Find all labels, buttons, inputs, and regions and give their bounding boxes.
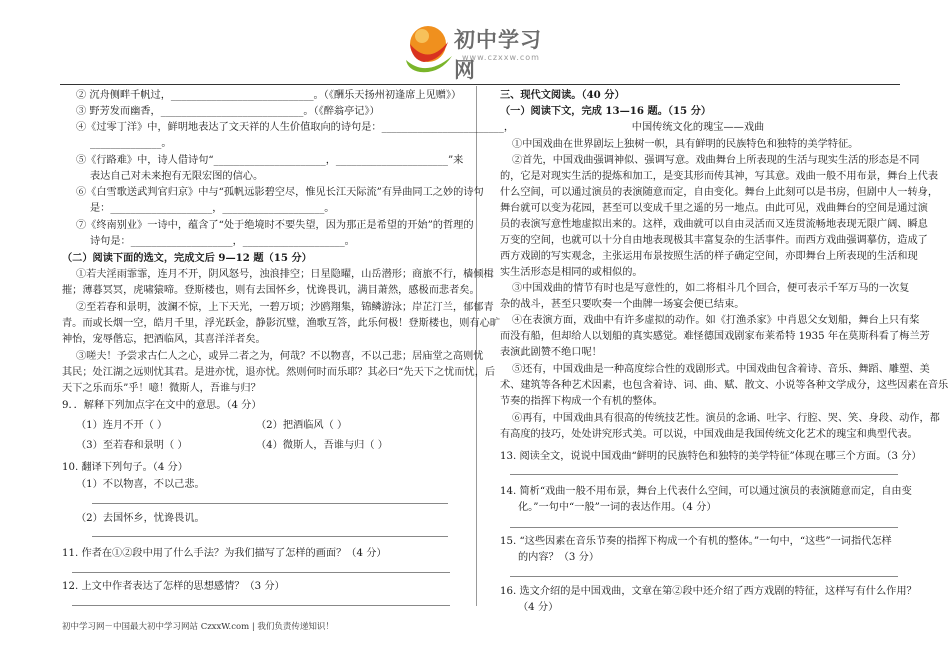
article-title: 中国传统文化的瑰宝——戏曲 xyxy=(631,122,765,133)
fill-blank-4-cont: ______________。 xyxy=(90,138,172,149)
question-10-item1: （1）不以物喜，不以己悲。 xyxy=(76,479,205,490)
fill-blank-5: ⑤《行路难》中，诗人借诗句“______________________，______________________”来 xyxy=(76,155,464,166)
article-line: ⑤还有，中国戏曲是一种高度综合性的戏剧形式。中国戏曲包含着诗、音乐、舞蹈、雕塑、美 xyxy=(512,364,930,375)
article-line: 有高度的技巧，处处讲究形式美。可以说，中国戏曲是我国传统文化艺术的瑰宝和典型代表。 xyxy=(500,429,918,440)
question-15-line2: 的内容？（3 分） xyxy=(518,552,600,563)
article-line: ③中国戏曲的情节有时也是写意性的，如二将相斗几个回合，便可表示千军万马的一次复 xyxy=(512,283,910,294)
passage-para3-line2: 其民；处江湖之远则忧其君。是进亦忧，退亦忧。然则何时而乐耶？其必曰“先天下之忧而忧，后 xyxy=(62,367,496,378)
article-line: 表演此剧赞不绝口呢！ xyxy=(500,347,602,358)
article-line: 舞台就可以变为花园，甚至可以变成千里之遥的另一地点。由此可见，戏曲舞台的空间是通过演 xyxy=(500,203,928,214)
article-line: ⑥再有，中国戏曲具有很高的传统技艺性。演员的念诵、吐字、行腔、哭、笑、身段、动作，都 xyxy=(512,413,940,424)
article-line: 的，它是对现实生活的提炼和加工，是变其形而传其神，写其意。戏曲一般不用布景，舞台上代表 xyxy=(500,171,939,182)
question-10: 10. 翻译下列句子。（4 分） xyxy=(62,462,188,473)
fill-blank-2: ② 沉舟侧畔千帆过，____________________________。（《酬乐天扬州初逢席上见赠》） xyxy=(76,90,462,101)
article-line: 万变的空间，也就可以十分自由地表现极其丰富复杂的生活事件。而西方戏曲强调摹仿，造成了 xyxy=(500,235,928,246)
article-line: 而没有船，但却给人以划船的真实感觉。难怪德国戏剧家布莱希特 1935 年在莫斯科看了梅兰芳 xyxy=(500,331,930,342)
answer-line xyxy=(92,503,448,504)
passage-para2-line1: ②至若春和景明，波澜不惊，上下天光，一碧万顷；沙鸥翔集，锦鳞游泳；岸芷汀兰，郁郁青 xyxy=(76,302,494,313)
subsection1-heading: （一）阅读下文，完成 13—16 题。（15 分） xyxy=(500,105,712,117)
question-15-line1: 15. “这些因素在音乐节奏的指挥下构成一个有机的整体。”一句中，“这些”一词指代怎样 xyxy=(500,536,892,547)
column-divider xyxy=(476,86,477,606)
article-line: 什么空间，可以通过演员的表演随意而定，自由变化。舞台上此刻可以是书房，但剧中人一转身， xyxy=(500,187,939,198)
answer-line xyxy=(72,572,450,573)
fill-blank-7: ⑦《终南别业》一诗中，蕴含了“处于绝境时不要失望，因为那正是希望的开始”的哲理的 xyxy=(76,220,474,231)
logo-url: www.czxxw.com xyxy=(462,53,540,62)
question-9: 9．．解释下列加点字在文中的意思。（4 分） xyxy=(62,400,262,411)
answer-line xyxy=(72,605,450,606)
article-line: ②首先，中国戏曲强调神似、强调写意。戏曲舞台上所表现的生活与现实生活的形态是不同 xyxy=(512,155,920,166)
article-line: 员的表演写意性地虚拟出来的。这样，戏曲就可以自由灵活而又连贯流畅地表现无限广阔、瞬息 xyxy=(500,219,928,230)
question-10-item2: （2）去国怀乡，忧谗畏讥。 xyxy=(76,513,205,524)
article-line: 节奏的指挥下构成一个有机的整体。 xyxy=(500,396,663,407)
question-9-item4: （4）微斯人，吾谁与归（ ） xyxy=(256,440,388,451)
answer-line xyxy=(92,536,448,537)
passage-para3-line3: 天下之乐而乐”乎！噫！微斯人，吾谁与归？ xyxy=(62,383,261,394)
question-14-line2: 化。”一句中“一般”一词的表达作用。（4 分） xyxy=(518,502,717,513)
fill-blank-5-cont: 表达自己对未来抱有无限宏图的信心。 xyxy=(90,171,264,182)
fill-blank-4: ④《过零丁洋》中，鲜明地表达了文天祥的人生价值取向的诗句是：________________________， xyxy=(76,122,515,133)
footer-text: 初中学习网－中国最大初中学习网站 CzxxW.com | 我们负责传递知识！ xyxy=(62,622,334,632)
article-line: ④在表演方面，戏曲中有许多虚拟的动作。如《打渔杀家》中肖恩父女划船，舞台上只有桨 xyxy=(512,315,920,326)
article-line: 西方戏剧的写实观念，主张运用布景按照生活的样子确定空间，亦即舞台上所表现的生活和现 xyxy=(500,251,918,262)
answer-line xyxy=(510,527,898,528)
question-13: 13. 阅读全文，说说中国戏曲“鲜明的民族特色和独特的美学特征”体现在哪三个方面。（3 分） xyxy=(500,451,922,462)
section3-heading: 三、现代文阅读。（40 分） xyxy=(500,89,625,101)
article-line: 术、建筑等各种艺术因素，也包含着诗、词、曲、赋、散文、小说等各种文学成分，这些因素在音乐 xyxy=(500,380,949,391)
passage-para1-line2: 摧；薄暮冥冥，虎啸猿啼。登斯楼也，则有去国怀乡，忧谗畏讥，满目萧然，感极而悲者矣。 xyxy=(62,285,480,296)
passage-para1-line1: ①若夫淫雨霏霏，连月不开，阴风怒号，浊浪排空；日星隐曜，山岳潜形；商旅不行，樯倾楫 xyxy=(76,269,494,280)
fill-blank-6: ⑥《白雪歌送武判官归京》中与“孤帆远影碧空尽，惟见长江天际流”有异曲同工之妙的诗句 xyxy=(76,187,484,198)
logo-emblem-icon xyxy=(402,20,456,78)
question-16-line1: 16. 选文介绍的是中国戏曲，文章在第②段中还介绍了西方戏剧的特征，这样写有什么作用？ xyxy=(500,586,917,597)
question-9-item1: （1）连月不开（ ） xyxy=(76,420,168,431)
article-line: 杂的战斗，甚至只要吹奏一个曲牌一场宴会便已结束。 xyxy=(500,299,745,310)
site-logo xyxy=(402,20,562,80)
fill-blank-6-cont: 是：____________________，____________________。 xyxy=(90,203,335,214)
passage-para2-line2: 青。而或长烟一空，皓月千里，浮光跃金，静影沉璧，渔歌互答，此乐何极！登斯楼也，则有心旷 xyxy=(62,318,501,329)
article-line: ①中国戏曲在世界剧坛上独树一帜，具有鲜明的民族特色和独特的美学特征。 xyxy=(512,139,859,150)
answer-line xyxy=(510,576,898,577)
section2-heading: （二）阅读下面的选文，完成文后 9—12 题（15 分） xyxy=(62,252,312,264)
question-11: 11. 作者在①②段中用了什么手法？为我们描写了怎样的画面？（4 分） xyxy=(62,548,387,559)
question-9-item3: （3）至若春和景明（ ） xyxy=(76,440,188,451)
question-14-line1: 14. 简析“戏曲一般不用布景，舞台上代表什么空间，可以通过演员的表演随意而定，自由变 xyxy=(500,486,912,497)
fill-blank-3: ③ 野芳发而幽香，____________________________。（《醉翁亭记》） xyxy=(76,106,380,117)
passage-para3-line1: ③嗟夫！予尝求古仁人之心，或异二者之为，何哉？不以物喜，不以己悲；居庙堂之高则忧 xyxy=(76,351,484,362)
question-12: 12. 上文中作者表达了怎样的思想感情？（3 分） xyxy=(62,581,285,592)
question-9-item2: （2）把酒临风（ ） xyxy=(256,420,348,431)
answer-line xyxy=(510,474,898,475)
article-line: 实生活形态是相同的或相似的。 xyxy=(500,267,643,278)
question-16-line2: （4 分） xyxy=(518,602,559,613)
passage-para2-line3: 神怡，宠辱偕忘，把酒临风，其喜洋洋者矣。 xyxy=(62,334,266,345)
fill-blank-7-cont: 诗句是：____________________，____________________。 xyxy=(90,236,355,247)
header-rule xyxy=(60,84,900,85)
logo-title: 初中学习网 xyxy=(454,28,542,82)
